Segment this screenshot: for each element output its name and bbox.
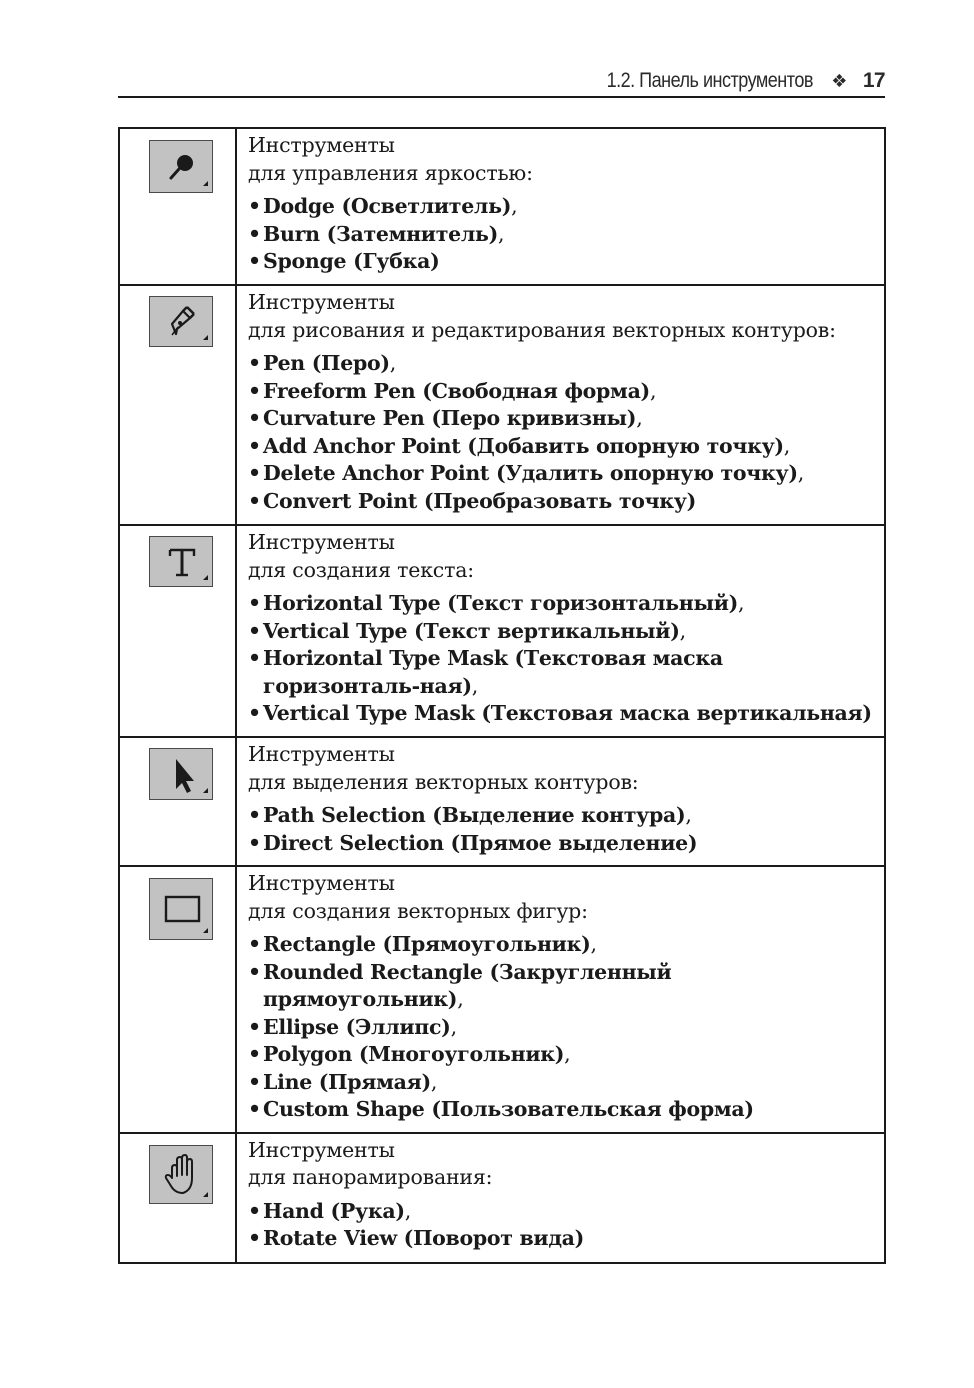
- list-item: • Freeform Pen (Свободная форма),: [248, 378, 878, 406]
- table-row: [119, 128, 885, 285]
- intro-line: для управления яркостью:: [248, 160, 533, 185]
- list-item: • Horizontal Type Mask (Текстовая маска горизонталь-ная),: [248, 645, 878, 700]
- list-item: • Direct Selection (Прямое выделение): [248, 830, 878, 858]
- tool-list: [248, 1198, 878, 1253]
- icon-cell: [119, 525, 236, 737]
- list-item: • Hand (Рука),: [248, 1198, 878, 1226]
- section-title: 1.2. Панель инструментов: [606, 69, 814, 92]
- tool-list: [248, 350, 878, 515]
- description-cell: [236, 1133, 885, 1263]
- list-item: • Burn (Затемнитель),: [248, 221, 878, 249]
- list-item: • Horizontal Type (Текст горизонтальный),: [248, 590, 878, 618]
- path-selection-tool-icon: [149, 748, 213, 800]
- page-number: 17: [862, 69, 885, 92]
- intro-text: [248, 132, 878, 187]
- list-item: • Sponge (Губка): [248, 248, 878, 276]
- list-item: • Rotate View (Поворот вида): [248, 1225, 878, 1253]
- list-item: • Curvature Pen (Перо кривизны),: [248, 405, 878, 433]
- intro-line: для создания текста:: [248, 557, 474, 582]
- ornament-icon: ❖: [831, 70, 847, 91]
- rectangle-tool-icon: [149, 878, 213, 940]
- tool-list: [248, 931, 878, 1124]
- intro-line: Инструменты: [248, 742, 395, 766]
- list-item: • Vertical Type Mask (Текстовая маска вертикальная): [248, 700, 878, 728]
- intro-line: Инструменты: [248, 1137, 395, 1162]
- dodge-tool-icon: [149, 140, 213, 193]
- intro-line: Инструменты: [248, 290, 395, 314]
- list-item: • Polygon (Многоугольник),: [248, 1041, 878, 1069]
- table-row: [119, 866, 885, 1133]
- intro-text: [248, 741, 878, 796]
- list-item: • Delete Anchor Point (Удалить опорную точку),: [248, 460, 878, 488]
- table-row: [119, 1133, 885, 1263]
- table-row: [119, 737, 885, 866]
- tool-list: [248, 802, 878, 857]
- icon-cell: [119, 737, 236, 866]
- description-cell: [236, 866, 885, 1133]
- description-cell: [236, 128, 885, 285]
- intro-text: [248, 529, 878, 584]
- list-item: • Convert Point (Преобразовать точку): [248, 488, 878, 516]
- intro-text: [248, 1137, 878, 1192]
- tool-list: [248, 193, 878, 276]
- list-item: • Vertical Type (Текст вертикальный),: [248, 618, 878, 646]
- intro-line: для панорамирования:: [248, 1165, 493, 1189]
- table-row: [119, 525, 885, 737]
- list-item: • Add Anchor Point (Добавить опорную точку),: [248, 433, 878, 461]
- tools-table: [118, 127, 886, 1264]
- list-item: • Dodge (Осветлитель),: [248, 193, 878, 221]
- hand-tool-icon: [149, 1145, 213, 1204]
- intro-line: Инструменты: [248, 871, 395, 895]
- icon-cell: [119, 866, 236, 1133]
- list-item: • Rectangle (Прямоугольник),: [248, 931, 878, 959]
- tool-list: [248, 590, 878, 728]
- list-item: • Ellipse (Эллипс),: [248, 1014, 878, 1042]
- description-cell: [236, 285, 885, 525]
- intro-line: для рисования и редактирования векторных контуров:: [248, 317, 836, 342]
- type-tool-icon: [149, 536, 213, 587]
- pen-tool-icon: [149, 296, 213, 347]
- list-item: • Pen (Перо),: [248, 350, 878, 378]
- intro-text: [248, 870, 878, 925]
- list-item: • Path Selection (Выделение контура),: [248, 802, 878, 830]
- intro-line: Инструменты: [248, 530, 395, 554]
- running-head: [118, 66, 885, 98]
- list-item: • Line (Прямая),: [248, 1069, 878, 1097]
- list-item: • Custom Shape (Пользовательская форма): [248, 1096, 878, 1124]
- list-item: • Rounded Rectangle (Закругленный прямоугольник),: [248, 959, 878, 1014]
- description-cell: [236, 525, 885, 737]
- intro-line: для создания векторных фигур:: [248, 898, 588, 923]
- intro-text: [248, 289, 878, 344]
- table-row: [119, 285, 885, 525]
- icon-cell: [119, 128, 236, 285]
- intro-line: Инструменты: [248, 133, 395, 157]
- description-cell: [236, 737, 885, 866]
- intro-line: для выделения векторных контуров:: [248, 769, 639, 794]
- icon-cell: [119, 285, 236, 525]
- icon-cell: [119, 1133, 236, 1263]
